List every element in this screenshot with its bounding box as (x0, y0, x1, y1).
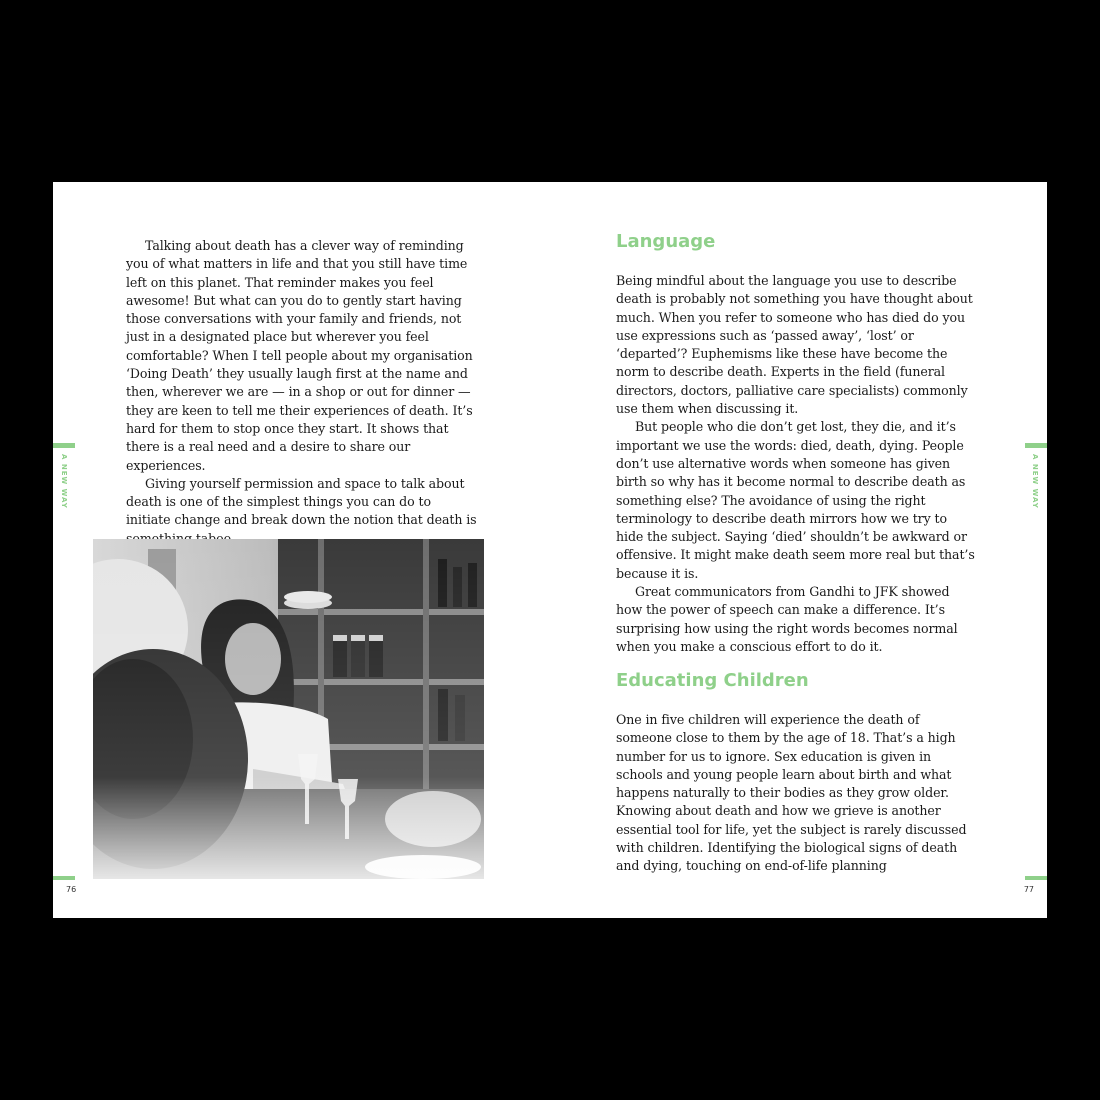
photo-illustration (93, 539, 484, 879)
page-number: 77 (1023, 885, 1034, 894)
left-page (53, 182, 550, 918)
footer-tab-marker (1025, 876, 1047, 880)
left-body-text (126, 237, 478, 548)
paragraph: Talking about death has a clever way of reminding you of what matters in life and that you still have time left on this planet. That reminder makes you feel awesome! But what can you do to gently start having those conversations with your family and friends, not just in a designated place but wherever you feel comfortable? When I tell people about my organisation ‘Doing Death’ they usually laugh first at the name and then, wherever we are — in a shop or out for dinner — they are keen to tell me their experiences of death. It’s hard for them to stop once they start. It shows that there is a real need and a desire to share our experiences. (126, 238, 473, 473)
side-tab-marker (1025, 443, 1047, 448)
language-body-text (616, 272, 976, 656)
paragraph: Giving yourself permission and space to talk about death is one of the simplest things you can do to initiate change and break down the notion that death is (126, 475, 477, 528)
book-spread (53, 182, 1047, 918)
educating-children-body-text (616, 711, 976, 876)
section-heading-language: Language (616, 231, 716, 252)
paragraph: Great communicators from Gandhi to JFK showed how the power of speech can make a difference. It’s surprising how using the right words becomes normal when you make a conscious effort to do it. (616, 584, 958, 654)
paragraph: Being mindful about the language you use to describe death is probably not something you have thought about much. When you refer to someone who has died do you use expressions such as ‘passed away’, ‘lost’ or ‘departed’? Euphemisms like these have become the norm to describe death. Experts in the field (funeral directors, doctors, palliative care specialists) commonly use them when discussing it. (616, 273, 973, 417)
page-number: 76 (66, 885, 77, 894)
paragraph: One in five children will experience the death of someone close to them by the age of 18. That’s a high number for us to ignore. Sex education is given in schools and young people learn about birth and what happens naturally to their bodies as they grow older. Knowing about death and how we grieve is another essential tool for life, yet the subject is rarely discussed with children. Identifying the biological signs of death and dying, touching on end-of-life planning (616, 712, 967, 874)
photo-people-at-table (93, 539, 484, 879)
right-page (550, 182, 1047, 918)
section-heading-educating-children: Educating Children (616, 670, 809, 691)
side-tab-marker (53, 443, 75, 448)
footer-tab-marker (53, 876, 75, 880)
section-label: A NEW WAY (1031, 454, 1039, 509)
paragraph: But people who die don’t get lost, they die, and it’s important we use the words: died, death, dying. People don’t use alternative words when someone has given birth so why has it become normal to describe death as something else? The avoidance of using the right terminology to describe death mirrors how we try to hide the subject. Saying ‘died’ shouldn’t be awkward or offensive. It might make death seem more real but that’s because it is. (616, 419, 975, 581)
section-label: A NEW WAY (60, 454, 68, 509)
